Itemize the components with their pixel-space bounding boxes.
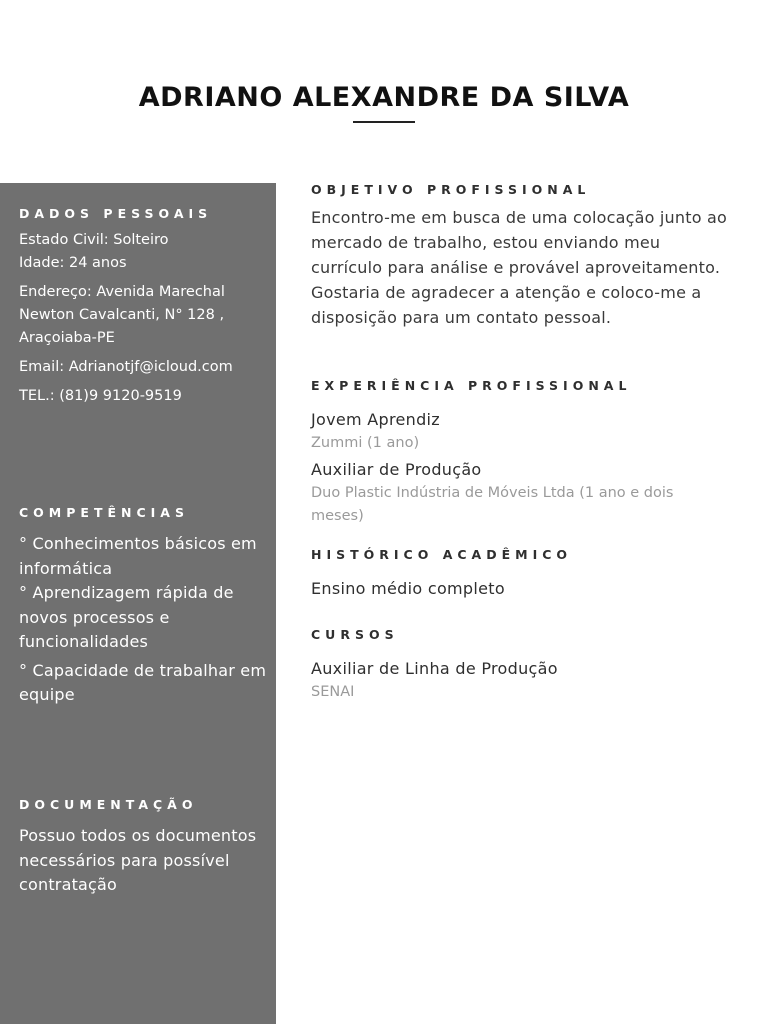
job-detail: Zummi (1 ano) <box>311 435 420 451</box>
objective-text: Encontro-me em busca de uma colocação junto ao mercado de trabalho, estou enviando meu currículo para análise e provável aproveitamento. Gostaria de agradecer a atenção e coloco-me a disposição para um contato pessoal. <box>311 208 727 327</box>
address-line-1: Endereço: Avenida Marechal <box>19 284 225 300</box>
job-title: Auxiliar de Produção <box>311 460 482 479</box>
objective-heading: OBJETIVO PROFISSIONAL <box>311 182 591 197</box>
skill-item: ° Conhecimentos básicos em informática <box>19 534 257 578</box>
courses-section <box>311 627 731 704</box>
address-line-3: Araçoiaba-PE <box>19 330 115 346</box>
courses-heading: CURSOS <box>311 627 399 642</box>
job-detail: Duo Plastic Indústria de Móveis Ltda (1 ano e dois meses) <box>311 485 674 524</box>
documents-text: Possuo todos os documentos necessários para possível contratação <box>19 826 257 894</box>
experience-heading: EXPERIÊNCIA PROFISSIONAL <box>311 378 632 393</box>
title-underline <box>353 121 415 123</box>
course-institution: SENAI <box>311 684 355 700</box>
skills-heading: COMPETÊNCIAS <box>19 505 189 520</box>
age: Idade: 24 anos <box>19 255 127 271</box>
education-section <box>311 547 731 601</box>
experience-section <box>311 378 731 528</box>
documents-heading: DOCUMENTAÇÃO <box>19 797 198 812</box>
objective-section <box>311 182 731 330</box>
skills-section <box>19 505 271 708</box>
address-line-2: Newton Cavalcanti, N° 128 , <box>19 307 225 323</box>
candidate-name: ADRIANO ALEXANDRE DA SILVA <box>138 82 630 113</box>
job-title: Jovem Aprendiz <box>311 410 441 429</box>
skill-item: ° Capacidade de trabalhar em equipe <box>19 660 267 704</box>
personal-data-section <box>19 206 271 408</box>
personal-data-heading: DADOS PESSOAIS <box>19 206 213 221</box>
documents-section <box>19 797 271 898</box>
sidebar <box>0 183 276 1024</box>
marital-status: Estado Civil: Solteiro <box>19 232 169 248</box>
course-title: Auxiliar de Linha de Produção <box>311 659 558 678</box>
email: Email: Adrianotjf@icloud.com <box>19 359 233 375</box>
skill-item: ° Aprendizagem rápida de novos processos e funcionalidades <box>19 583 234 651</box>
phone: TEL.: (81)9 9120-9519 <box>19 388 182 404</box>
education-heading: HISTÓRICO ACADÊMICO <box>311 547 573 562</box>
education-text: Ensino médio completo <box>311 579 505 598</box>
